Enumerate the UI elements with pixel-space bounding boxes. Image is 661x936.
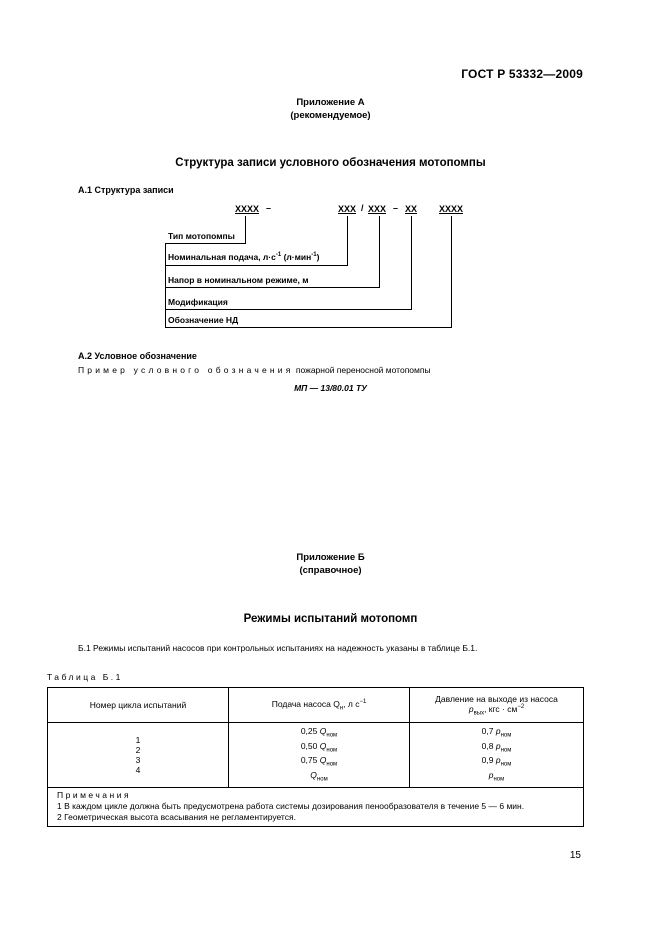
- table-notes: [48, 787, 584, 826]
- code-head: XXX: [368, 204, 387, 214]
- label-flow: Номинальная подача, $л\cdot с^{-1}$ (л·мин$^{-1}$): [168, 252, 320, 262]
- table-notes-row: [48, 787, 584, 826]
- header-flow: Подача насоса $Q_н$, л $с^{-1}$: [229, 688, 410, 723]
- section-a1-title: А.1 Структура записи: [78, 185, 174, 195]
- section-a2-title: А.2 Условное обозначение: [78, 351, 197, 361]
- label-head: Напор в номинальном режиме, м: [168, 275, 309, 285]
- flow-values: 0,25 $Q_{ном}$ 0,50 $Q_{ном}$ 0,75 $Q_{ном}$ $Q_{ном}$: [229, 723, 410, 788]
- code-mod: XX: [405, 204, 418, 214]
- label-nd: Обозначение НД: [168, 315, 239, 325]
- pressure-values: 0,7 $p_{ном}$ 0,8 $p_{ном}$ 0,9 $p_{ном}$ $p_{ном}$: [410, 723, 584, 788]
- appendix-a-title: Приложение А: [296, 97, 365, 108]
- note-2: 2 Геометрическая высота всасывания не регламентируется.: [57, 811, 296, 822]
- table-row: [48, 723, 584, 788]
- code-type: XXXX: [235, 204, 260, 214]
- table-caption: Таблица Б.1: [47, 672, 123, 682]
- test-modes-table: [47, 687, 584, 827]
- appendix-b-heading: Режимы испытаний мотопомп: [243, 613, 418, 625]
- example-code: МП — 13/80.01 ТУ: [294, 383, 367, 393]
- example-text: Пример условного обозначения пожарной переносной мотопомпы: [78, 365, 431, 375]
- appendix-b-subtitle: (справочное): [299, 565, 362, 576]
- document-code: ГОСТ Р 53332—2009: [461, 67, 583, 81]
- notes-title: Примечания: [57, 789, 132, 800]
- label-type: Тип мотопомпы: [168, 231, 235, 241]
- table-header-row: [48, 688, 584, 723]
- paragraph-b1: Б.1 Режимы испытаний насосов при контрольных испытаниях на надежность указаны в таблице Б.1.: [78, 643, 478, 653]
- appendix-a-heading: Структура записи условного обозначения мотопомпы: [175, 157, 486, 169]
- page-number: 15: [569, 850, 581, 861]
- appendix-b-title: Приложение Б: [296, 552, 365, 563]
- label-modification: Модификация: [168, 297, 228, 307]
- header-cycle-number: Номер цикла испытаний: [48, 688, 229, 723]
- code-separator-1: –: [266, 203, 272, 213]
- note-1: 1 В каждом цикле должна быть предусмотрена работа системы дозирования пенообразователя в течение 5 — 6 мин.: [57, 800, 525, 811]
- cycle-numbers: 1 2 3 4: [48, 723, 229, 788]
- header-pressure: Давление на выходе из насоса $p_{вых}$, кгс · $см^{-2}$: [410, 688, 584, 723]
- code-separator-3: –: [393, 203, 399, 213]
- code-flow: XXX: [338, 204, 357, 214]
- code-separator-2: /: [361, 203, 364, 213]
- code-nd: XXXX: [439, 204, 464, 214]
- appendix-a-subtitle: (рекомендуемое): [290, 110, 371, 121]
